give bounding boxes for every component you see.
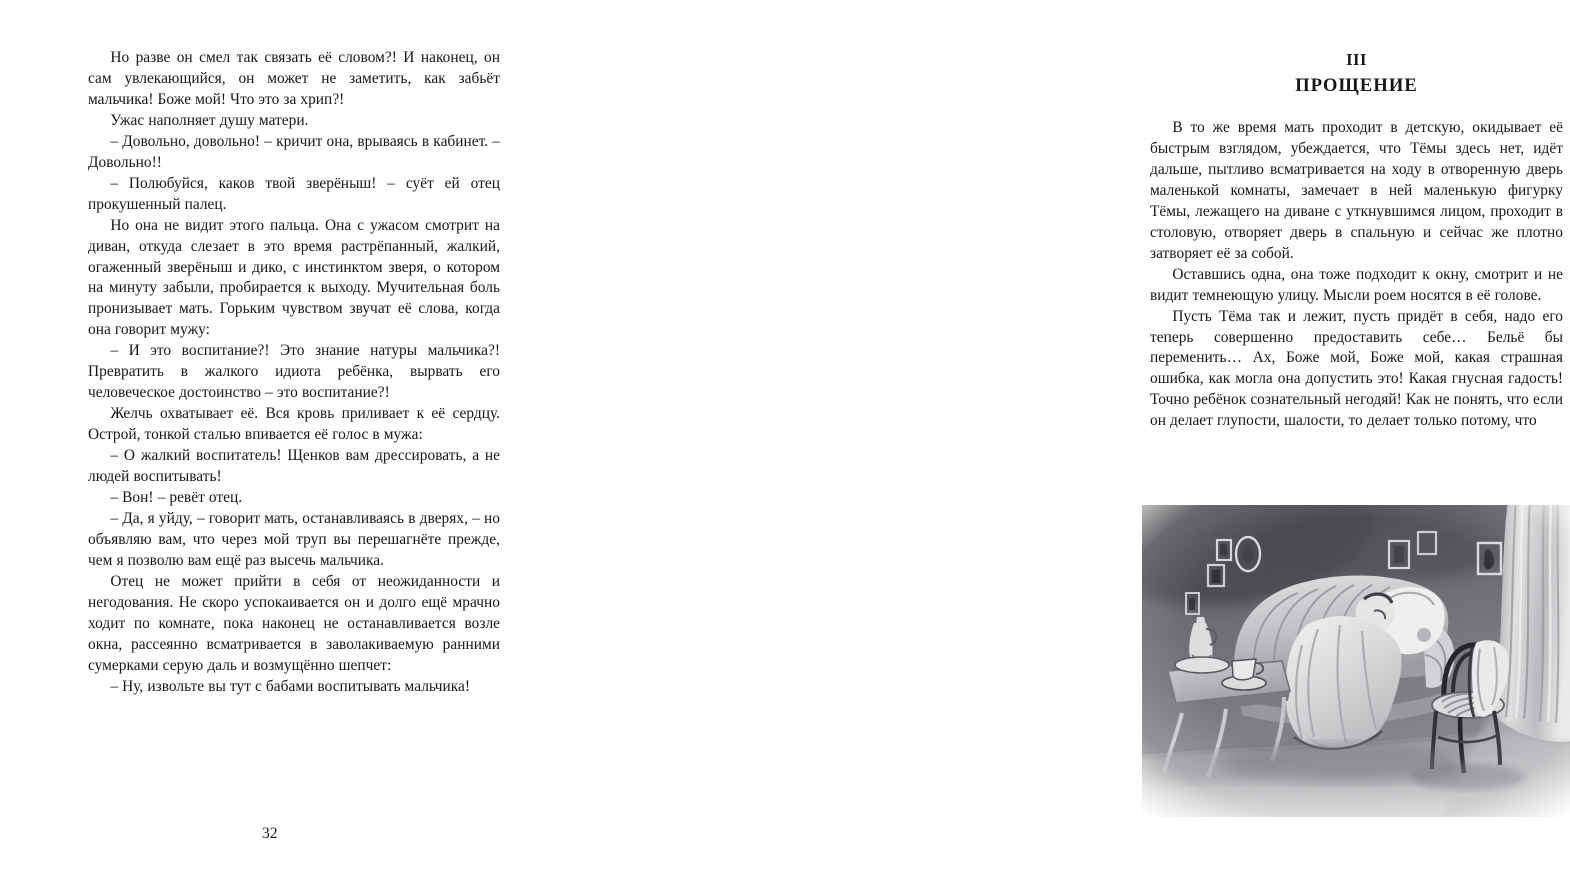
paragraph: Пусть Тёма так и лежит, пусть придёт в себя, надо его теперь совершенно предоставить себе… Бельё бы переменить… Ах, Боже мой, Боже мой, какая страшная ошибка, как могла она допустить это! Какая гнусная гадость! Точно ребёнок сознательный негодяй! Как не понять, что если он делает глупости, шалости, то делает только потому, что [1150, 307, 1563, 430]
right-page-textblock [1150, 118, 1563, 432]
chapter-heading [1150, 48, 1563, 99]
paragraph: Желчь охватывает её. Вся кровь приливает к её сердцу. Острой, тонкой сталью впивается её голос в мужа: [88, 405, 500, 444]
paragraph: – Ну, извольте вы тут с бабами воспитывать мальчика! [110, 677, 471, 695]
illustration-artwork [1142, 505, 1570, 817]
paragraph: Но разве он смел так связать её словом?! И наконец, он сам увлекающийся, он может не заметить, как забьёт мальчика! Боже мой! Что это за хрип?! [88, 49, 500, 108]
paragraph: – О жалкий воспитатель! Щенков вам дрессировать, а не людей воспитывать! [88, 447, 500, 486]
chapter-number: III [1346, 50, 1367, 69]
page-number: 32 [262, 825, 278, 842]
paragraph: Оставшись одна, она тоже подходит к окну, смотрит и не видит темнеющую улицу. Мысли роем носятся в её голове. [1150, 265, 1563, 304]
paragraph: Ужас наполняет душу матери. [110, 111, 309, 129]
paragraph: – Полюбуйся, каков твой зверёныш! – суёт ей отец прокушенный палец. [88, 174, 500, 213]
left-page-textblock [88, 48, 500, 698]
paragraph: В то же время мать проходит в детскую, окидывает её быстрым взглядом, убеждается, что Тёмы здесь нет, идёт дальше, пытливо всматривается на ходу в отворенную дверь маленькой комнаты, замечает в ней маленькую фигурку Тёмы, лежащего на диване с уткнувшимся лицом, проходит в столовую, отворяет дверь в спальную и сейчас же плотно затворяет её за собой. [1150, 119, 1563, 262]
left-page [0, 0, 550, 873]
paper-grain [1142, 505, 1570, 817]
paragraph: Но она не видит этого пальца. Она с ужасом смотрит на диван, откуда слезает в это время растрёпанный, жалкий, огаженный зверёныш и дико, с инстинктом зверя, о котором на минуту забыли, пробирается к выходу. Мучительная боль пронизывает мать. Горьким чувством звучат её слова, когда она говорит мужу: [88, 216, 500, 339]
paragraph: – Да, я уйду, – говорит мать, останавливаясь в дверях, – но объявляю вам, что через мой труп вы перешагнёте прежде, чем я позволю вам ещё раз высечь мальчика. [88, 509, 500, 569]
paragraph: – Довольно, довольно! – кричит она, врываясь в кабинет. – Довольно!! [88, 132, 500, 171]
paragraph: – Вон! – ревёт отец. [110, 489, 243, 507]
right-page [550, 0, 1563, 873]
chapter-illustration [1142, 505, 1570, 817]
illustration-scene [1052, 425, 1570, 817]
paragraph: – И это воспитание?! Это знание натуры мальчика?! Превратить в жалкого идиота ребёнка, вырвать его человеческое достоинство – это воспитание?! [88, 342, 500, 402]
chapter-title: ПРОЩЕНИЕ [1295, 76, 1418, 96]
paragraph: Отец не может прийти в себя от неожиданности и негодования. Не скоро успокаивается он и долго ещё мрачно ходит по комнате, пока наконец не останавливается возле окна, рассеянно всматривается в заволакиваемую ранними сумерками серую даль и возмущённо шепчет: [88, 572, 500, 674]
